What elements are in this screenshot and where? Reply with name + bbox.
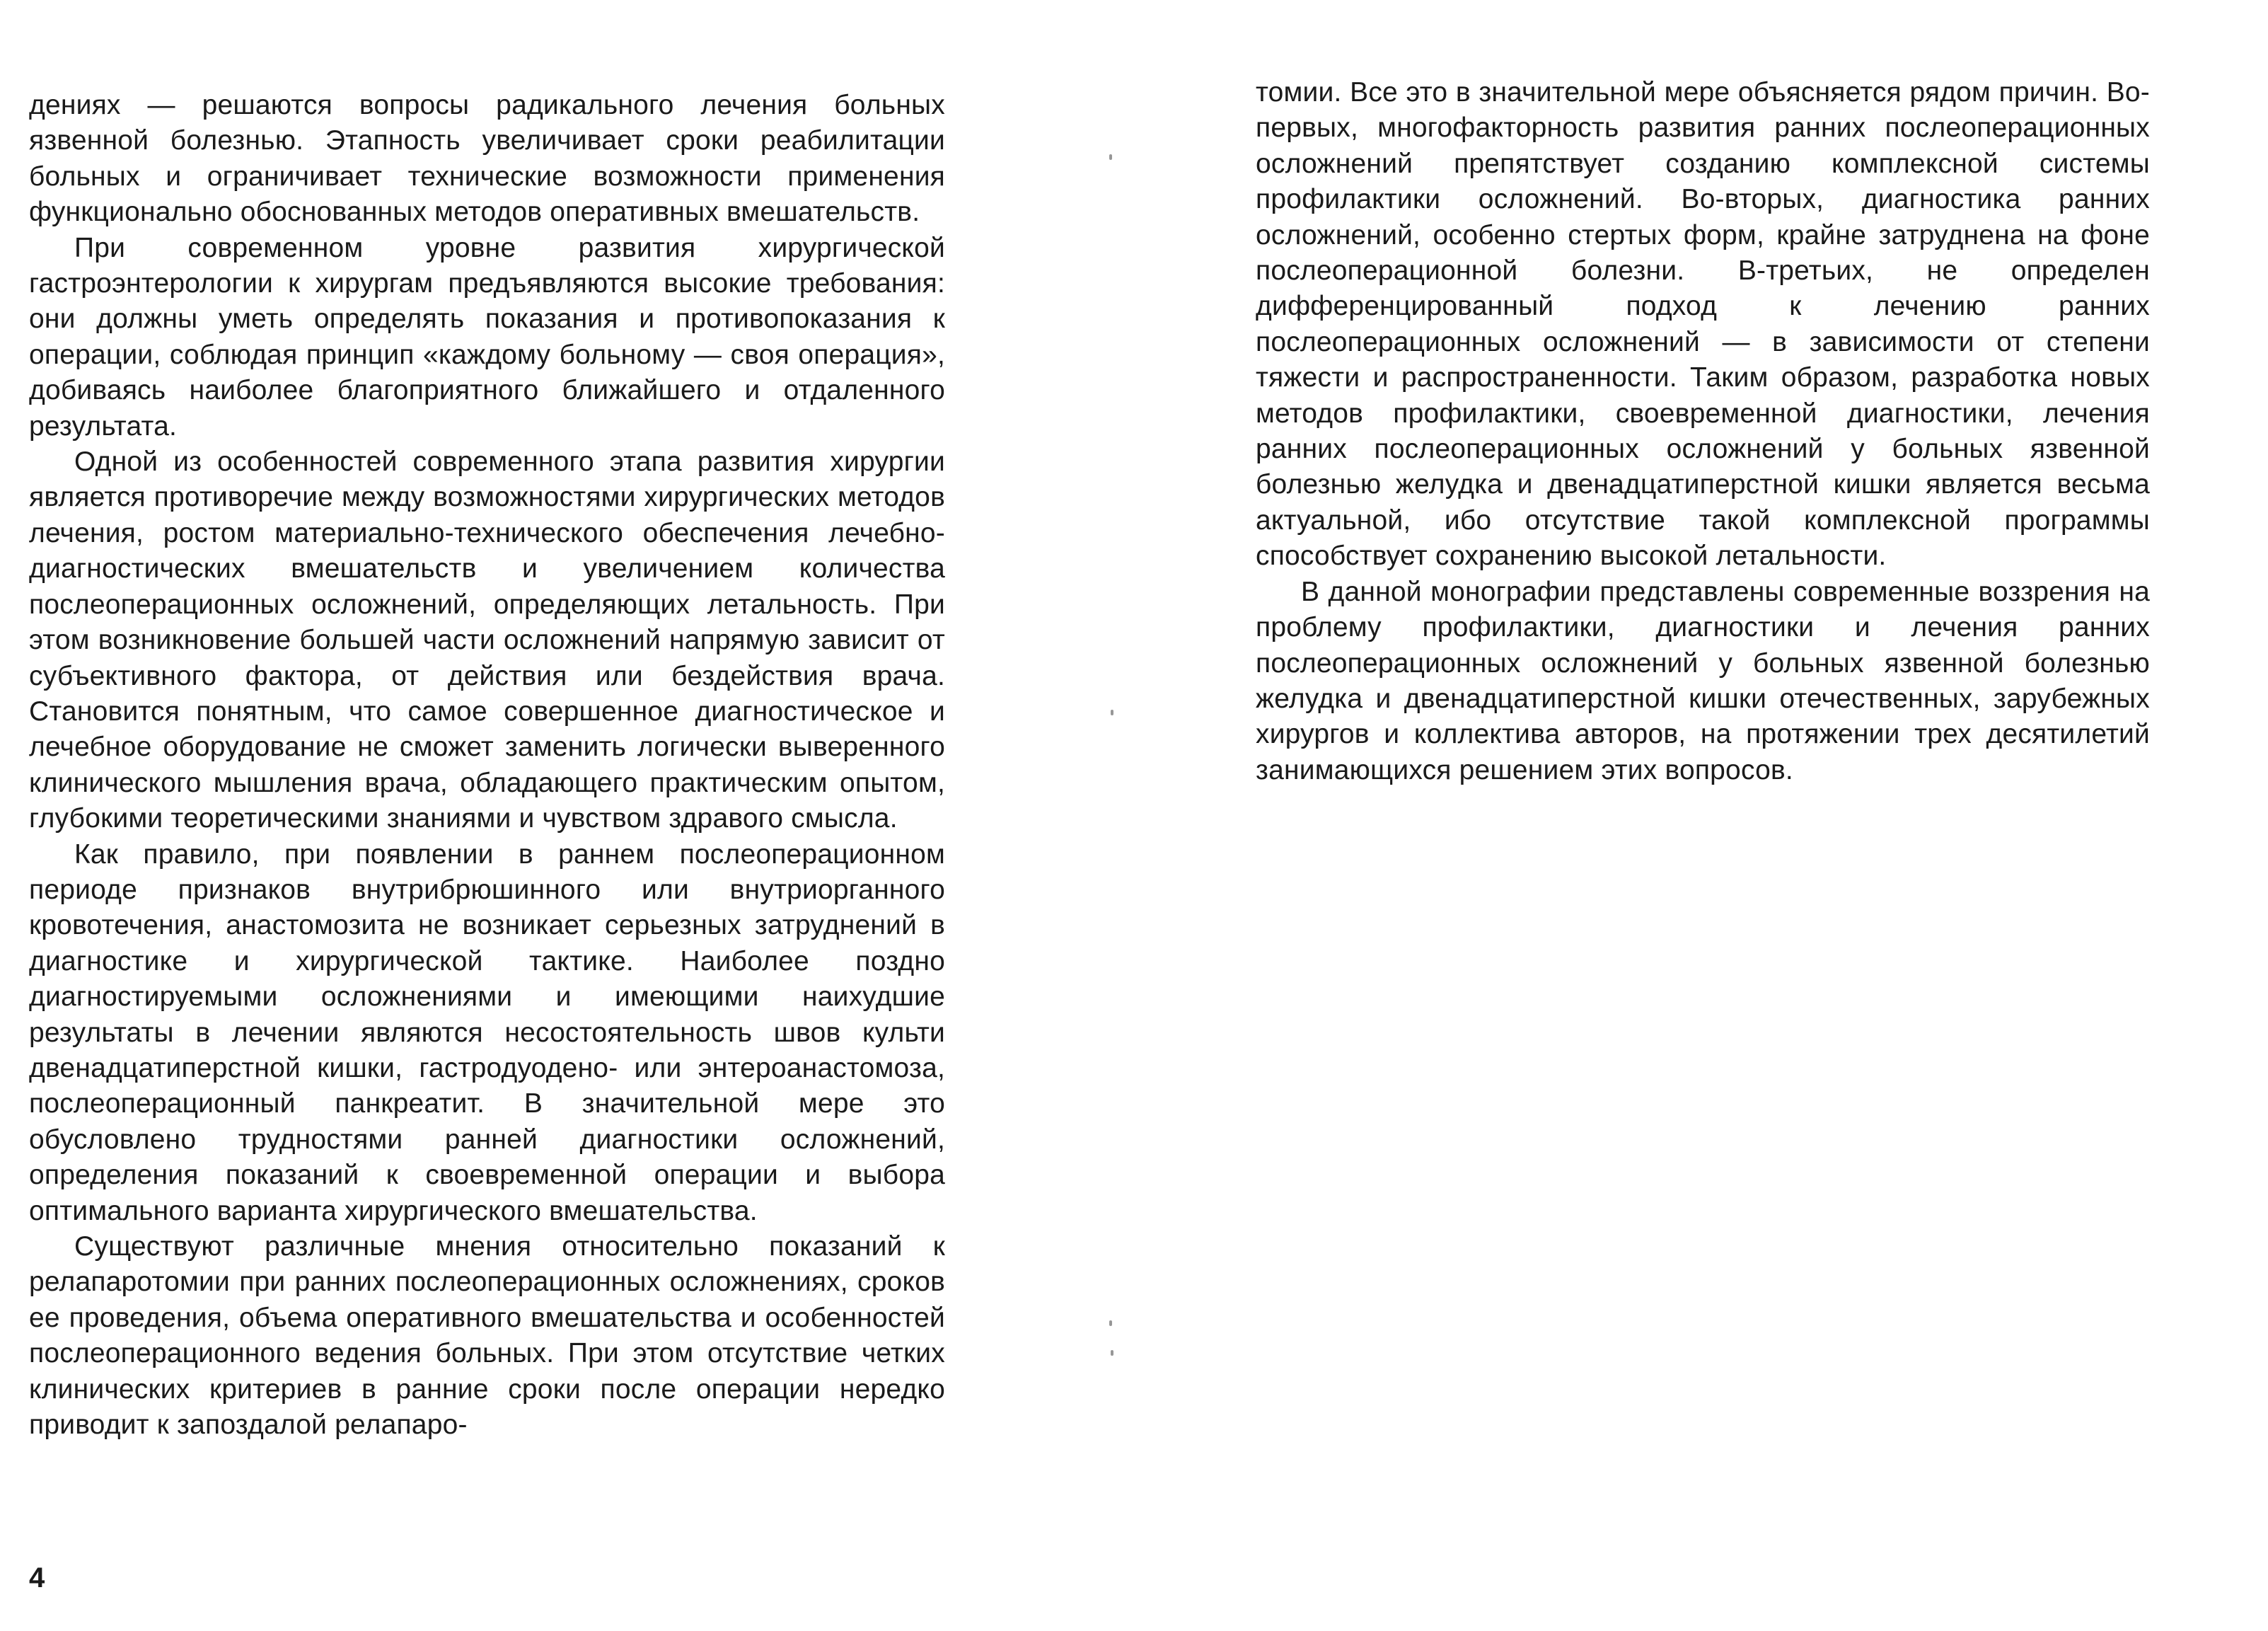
paragraph: В данной монографии представлены современные воззрения на проблему профилактики, диагностики и лечения ранних послеоперационных осложнений у больных язвенной болезнью желудка и двенадцатиперстной кишки отечественных, зарубежных хирургов и коллектива авторов, на протяжении трех десятилетий занимающихся решением этих вопросов. <box>1256 576 2150 785</box>
paragraph: дениях — решаются вопросы радикального лечения больных язвенной болезнью. Этапность увеличивает сроки реабилитации больных и ограничивает технические возможности применения функционально обоснованных методов оперативных вмешательств. <box>29 90 945 228</box>
paragraph: Одной из особенностей современного этапа развития хирургии является противоречие между возможностями хирургических методов лечения, ростом материально-технического обеспечения лечебно-диагностических вмешательств и увеличением количества послеоперационных осложнений, определяющих летальность. При этом возникновение большей части осложнений напрямую зависит от субъективного фактора, от действия или бездействия врача. Становится понятным, что самое совершенное диагностическое и лечебное оборудование не сможет заменить логически выверенного клинического мышления врача, обладающего практическим опытом, глубокими теоретическими знаниями и чувством здравого смысла. <box>29 446 945 834</box>
left-page-text-column <box>29 88 945 1443</box>
paragraph: Существуют различные мнения относительно показаний к релапаротомии при ранних послеоперационных осложнениях, сроков ее проведения, объема оперативного вмешательства и особенностей послеоперационного ведения больных. При этом отсутствие четких клинических критериев в ранние сроки после операции нередко приводит к запоздалой релапаро- <box>29 1231 945 1441</box>
scan-speck <box>1111 1350 1113 1356</box>
right-page <box>1134 0 2268 1631</box>
paragraph: При современном уровне развития хирургической гастроэнтерологии к хирургам предъявляются высокие требования: они должны уметь определять показания и противопоказания к операции, соблюдая принцип «каждому больному — своя операция», добиваясь наиболее благоприятного ближайшего и отдаленного результата. <box>29 232 945 442</box>
scan-speck <box>1111 710 1113 715</box>
paragraph: томии. Все это в значительной мере объясняется рядом причин. Во-первых, многофакторность развития ранних послеоперационных осложнений препятствует созданию комплексной системы профилактики осложнений. Во-вторых, диагностика ранних осложнений, особенно стертых форм, крайне затруднена на фоне послеоперационной болезни. В-третьих, не определен дифференцированный подход к лечению ранних послеоперационных осложнений — в зависимости от степени тяжести и распространенности. Таким образом, разработка новых методов профилактики, своевременной диагностики, лечения ранних послеоперационных осложнений у больных язвенной болезнью желудка и двенадцатиперстной кишки является весьма актуальной, ибо отсутствие такой комплексной программы способствует сохранению высокой летальности. <box>1256 77 2150 572</box>
paragraph: Как правило, при появлении в раннем послеоперационном периоде признаков внутрибрюшинного или внутриорганного кровотечения, анастомозита не возникает серьезных затруднений в диагностике и хирургической тактике. Наиболее поздно диагностируемыми осложнениями и имеющими наихудшие результаты в лечении являются несостоятельность швов культи двенадцатиперстной кишки, гастродуодено- или энтероанастомоза, послеоперационный панкреатит. В значительной мере это обусловлено трудностями ранней диагностики осложнений, определения показаний к своевременной операции и выбора оптимального варианта хирургического вмешательства. <box>29 838 945 1226</box>
right-page-text-column <box>1256 75 2150 788</box>
page-number: 4 <box>29 1562 45 1593</box>
scan-speck <box>1109 1320 1112 1326</box>
scan-speck <box>1109 154 1112 160</box>
